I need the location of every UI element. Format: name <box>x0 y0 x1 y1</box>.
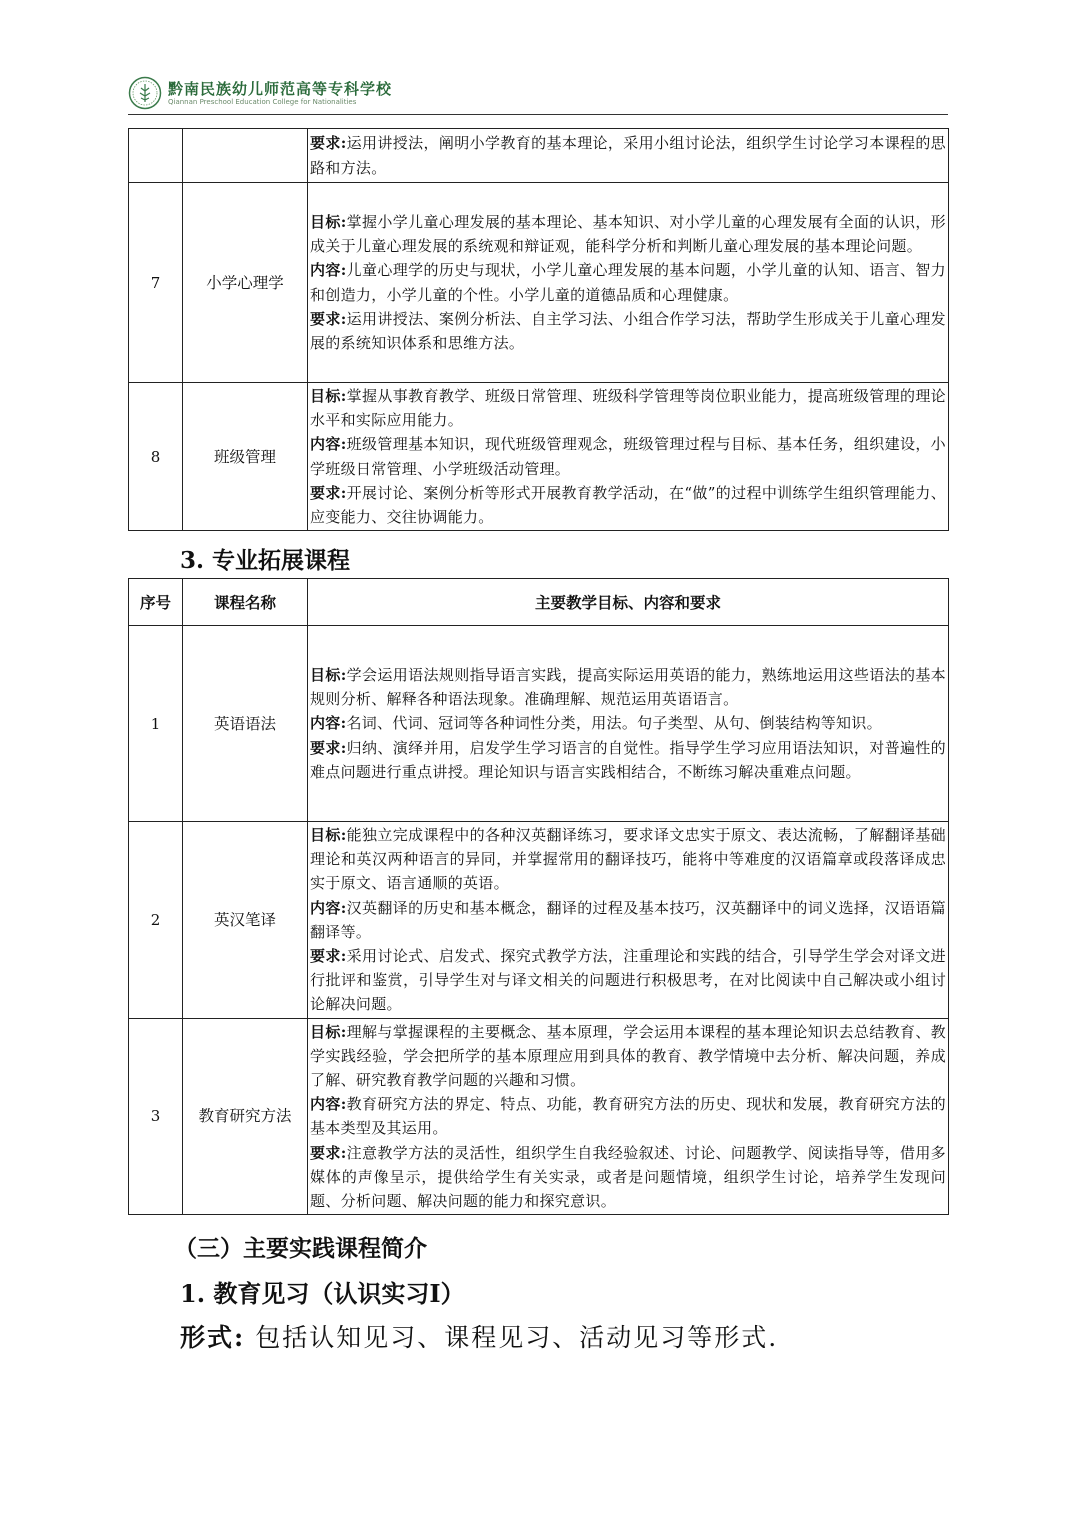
item-text: 名词、代词、冠词等各种词性分类，用法。句子类型、从句、倒装结构等知识。 <box>346 714 882 733</box>
course-name <box>183 129 308 183</box>
item-label: 目标: <box>310 665 347 684</box>
description-item <box>310 736 946 784</box>
course-name: 英汉笔译 <box>183 822 308 1019</box>
header-divider <box>128 114 948 115</box>
item-label: 要求: <box>310 483 347 502</box>
item-text: 掌握从事教育教学、班级日常管理、班级科学管理等岗位职业能力，提高班级管理的理论水平和实际应用能力。 <box>310 387 946 430</box>
school-name-en: Qiannan Preschool Education College for Nationalities <box>168 98 357 106</box>
header-course-name: 课程名称 <box>183 579 308 626</box>
school-name: 黔南民族幼儿师范高等专科学校 <box>168 80 393 98</box>
item-label: 内容: <box>310 1095 347 1114</box>
item-text: 教育研究方法的界定、特点、功能，教育研究方法的历史、现状和发展，教育研究方法的基本类型及其运用。 <box>310 1095 946 1138</box>
course-description <box>308 183 949 383</box>
header-num: 序号 <box>129 579 183 626</box>
table-row <box>129 183 949 383</box>
item-label: 要求: <box>310 947 347 966</box>
course-table-extension <box>128 578 949 1215</box>
description-item <box>310 663 946 711</box>
item-label: 内容: <box>310 435 347 454</box>
subsection-title-education-observation: 1. 教育见习（认识实习Ⅰ） <box>180 1279 465 1308</box>
section-title-professional-extension: 3. 专业拓展课程 <box>180 547 351 574</box>
form-paragraph <box>180 1318 778 1354</box>
description-item <box>310 432 946 480</box>
description-item <box>310 1092 946 1140</box>
page-header <box>128 70 948 116</box>
table-row <box>129 129 949 183</box>
item-text: 能独立完成课程中的各种汉英翻译练习，要求译文忠实于原文、表达流畅，了解翻译基础理论和英汉两种语言的异同，并掌握常用的翻译技巧，能将中等难度的汉语篇章或段落译成忠实于原文、语言通顺的英语。 <box>310 826 946 893</box>
item-label: 目标: <box>310 826 347 844</box>
description-item <box>310 823 946 896</box>
row-number: 8 <box>129 383 183 531</box>
description-item <box>310 944 946 1017</box>
course-name: 小学心理学 <box>183 183 308 383</box>
item-text: 掌握小学儿童心理发展的基本理论、基本知识、对小学儿童的心理发展有全面的认识，形成关于儿童心理发展的系统观和辩证观，能科学分析和判断儿童心理发展的基本理论问题。 <box>310 212 946 256</box>
description-item <box>310 481 946 529</box>
item-label: 要求: <box>310 134 347 153</box>
item-text: 采用讨论式、启发式、探究式教学方法，注重理论和实践的结合，引导学生学会对译文进行批评和鉴赏，引导学生对与译文相关的问题进行积极思考，在对比阅读中自己解决或小组讨论解决问题。 <box>310 947 946 1014</box>
course-description <box>308 129 949 183</box>
item-text: 注意教学方法的灵活性，组织学生自我经验叙述、讨论、问题教学、阅读指导等，借用多媒体的声像呈示，提供给学生有关实录，或者是问题情境，组织学生讨论，培养学生发现问题、分析问题、解决问题的能力和探究意识。 <box>310 1143 946 1211</box>
course-description <box>308 822 949 1019</box>
row-number: 1 <box>129 626 183 822</box>
item-text: 开展讨论、案例分析等形式开展教育教学活动，在“做”的过程中训练学生组织管理能力、应变能力、交往协调能力。 <box>310 483 947 527</box>
school-logo-icon <box>128 76 162 110</box>
course-name: 班级管理 <box>183 383 308 531</box>
description-item <box>310 131 946 179</box>
course-name: 英语语法 <box>183 626 308 822</box>
item-text: 汉英翻译的历史和基本概念，翻译的过程及基本技巧，汉英翻译中的词义选择，汉语语篇翻译等。 <box>310 898 946 941</box>
item-text: 运用讲授法，阐明小学教育的基本理论，采用小组讨论法，组织学生讨论学习本课程的思路和方法。 <box>310 134 946 177</box>
course-description <box>308 383 949 531</box>
item-label: 内容: <box>310 714 347 733</box>
section-title-practice-courses: （三）主要实践课程简介 <box>174 1235 427 1262</box>
item-text: 运用讲授法、案例分析法、自主学习法、小组合作学习法，帮助学生形成关于儿童心理发展的系统知识体系和思维方法。 <box>310 309 946 352</box>
item-label: 目标: <box>310 212 347 231</box>
item-text: 班级管理基本知识，现代班级管理观念，班级管理过程与目标、基本任务，组织建设，小学班级日常管理、小学班级活动管理。 <box>310 435 946 478</box>
item-label: 要求: <box>310 309 347 328</box>
item-label: 要求: <box>310 1143 347 1162</box>
item-text: 学会运用语法规则指导语言实践，提高实际运用英语的能力，熟练地运用这些语法的基本规则分析、解释各种语法现象。准确理解、规范运用英语语言。 <box>310 665 946 709</box>
item-label: 目标: <box>310 387 347 405</box>
item-text: 儿童心理学的历史与现状，小学儿童心理发展的基本问题，小学儿童的认知、语言、智力和创造力，小学儿童的个性。小学儿童的道德品质和心理健康。 <box>310 261 946 304</box>
form-label: 形式: <box>180 1323 246 1352</box>
item-label: 目标: <box>310 1022 347 1041</box>
row-number <box>129 129 183 183</box>
form-text: 包括认知见习、课程见习、活动见习等形式. <box>255 1323 779 1352</box>
course-name: 教育研究方法 <box>183 1018 308 1215</box>
item-label: 内容: <box>310 261 347 280</box>
course-description <box>308 1018 949 1215</box>
description-item <box>310 1020 946 1093</box>
course-description <box>308 626 949 822</box>
row-number: 2 <box>129 822 183 1019</box>
header-description: 主要教学目标、内容和要求 <box>308 579 949 626</box>
table-row <box>129 1018 949 1215</box>
item-text: 归纳、演绎并用，启发学生学习语言的自觉性。指导学生学习应用语法知识，对普遍性的难点问题进行重点讲授。理论知识与语言实践相结合，不断练习解决重难点问题。 <box>310 738 946 781</box>
description-item <box>310 384 946 432</box>
description-item <box>310 1141 946 1214</box>
description-item <box>310 711 946 735</box>
item-label: 要求: <box>310 738 347 757</box>
table-row <box>129 626 949 822</box>
description-item <box>310 307 946 355</box>
description-item <box>310 258 946 306</box>
row-number: 7 <box>129 183 183 383</box>
description-item <box>310 896 946 944</box>
table-row <box>129 822 949 1019</box>
item-label: 内容: <box>310 898 347 917</box>
table-row <box>129 383 949 531</box>
description-item <box>310 210 946 258</box>
course-table-continued <box>128 128 949 531</box>
row-number: 3 <box>129 1018 183 1215</box>
item-text: 理解与掌握课程的主要概念、基本原理，学会运用本课程的基本理论知识去总结教育、教学实践经验，学会把所学的基本原理应用到具体的教育、教学情境中去分析、解决问题，养成了解、研究教育教学问题的兴趣和习惯。 <box>310 1022 946 1090</box>
table-header-row <box>129 579 949 626</box>
